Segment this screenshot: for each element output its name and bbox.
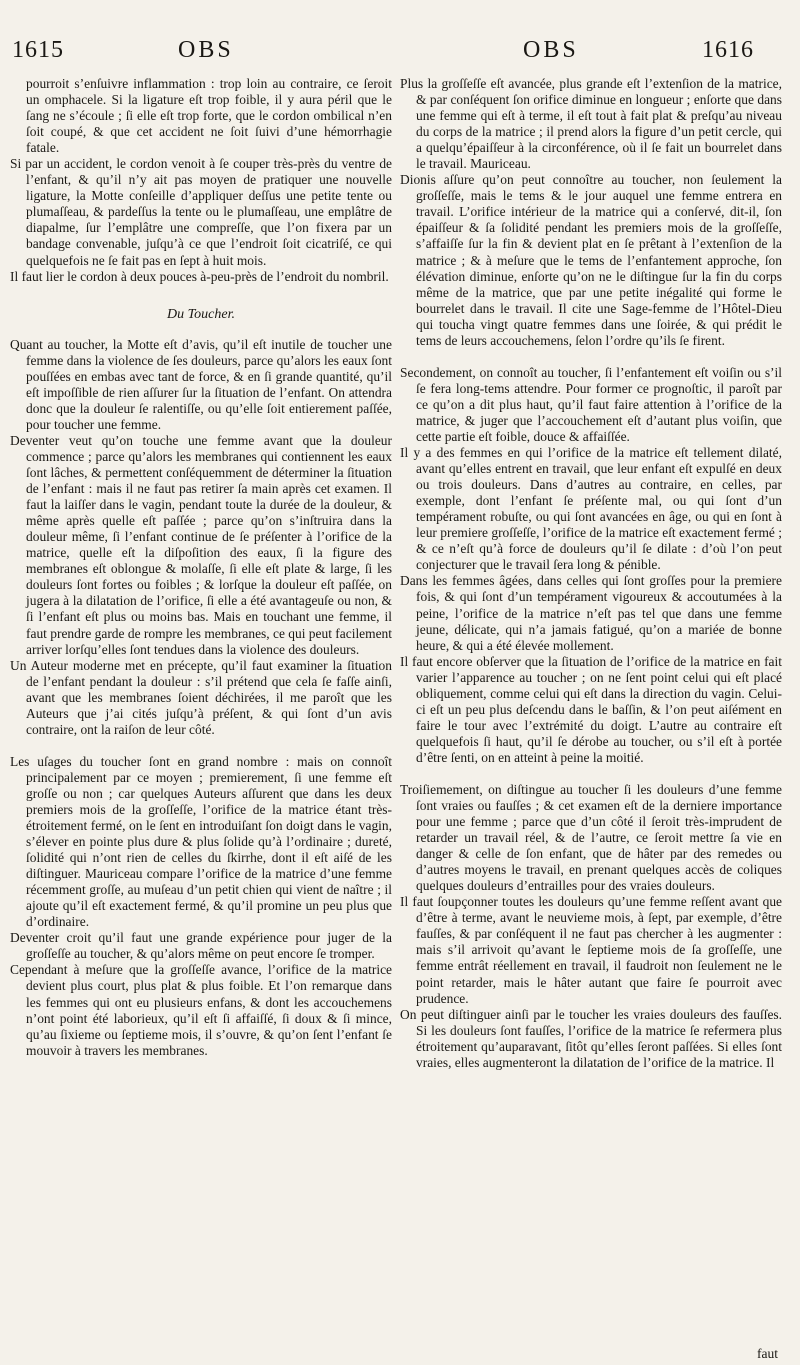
paragraph: Il faut ſoupçonner toutes les douleurs qu’une femme reſſent avant que d’être à terme, avant le neuvieme mois, à ſept, par exemple, d’être fauſſes, & par conſéquent il ne faut pas chercher à les augmenter : mais s’il arrivoit qu’avant le ſeptieme mois de ſa groſſeſſe, une femme entrât réellement en travail, il faudroit non ſeulement ne le point retarder, mais le hâter autant que faire ſe pourroit avec prudence. — [400, 894, 782, 1006]
paragraph: Troiſiemement, on diſtingue au toucher ſi les douleurs d’une femme ſont vraies ou fauſſes ; & cet examen eſt de la derniere importance pour une femme ; parce que d’un côté il ſeroit très-imprudent de retarder un travail réel, & de l’autre, ce ſeroit mettre ſa vie en danger & celle de ſon enfant, que de hâter par des remedes ou d’autres moyens le travail, en prenant quelques accès de coliques quelques douleurs d’entrailles pour des vraies douleurs. — [400, 781, 782, 894]
paragraph: Il faut encore obſerver que la ſituation de l’orifice de la matrice en fait varier l’apparence au toucher ; on ne ſent point celui qui eſt placé obliquement, comme celui qui eſt dans la direction du vagin. Celui-ci eſt un peu plus deſcendu dans le baſſin, & l’on peut aiſément en faire le tour avec l’extrémité du doigt. L’autre au contraire eſt quelquefois ſi haut, qu’il ſe dérobe au toucher, ou s’il eſt à portée d’être ſenti, on en atteint à peine la moitié. — [400, 653, 782, 765]
paragraph: pourroit s’enſuivre inflammation : trop loin au contraire, ce ſeroit un omphacele. Si la ligature eſt trop foible, il y aura péril que le ſang ne s’écoule ; ſi elle eſt trop forte, que le cordon ombilical n’en ſoit coupé, & que cet accident ne ſoit ſuivi d’une hémorrhagie fatale. — [26, 76, 392, 156]
paragraph: On peut diſtinguer ainſi par le toucher les vraies douleurs des fauſſes. Si les douleurs ſont fauſſes, l’orifice de la matrice ſe refermera plus étroitement qu’auparavant, ſitôt qu’elles ſeront paſſées. Si elles ſont vraies, elles augmenteront la dilatation de l’orifice de la matrice. Il — [400, 1006, 782, 1070]
paragraph: Plus la groſſeſſe eſt avancée, plus grande eſt l’extenſion de la matrice, & par conſéquent ſon orifice diminue en longueur ; enſorte que dans une femme qui eſt à terme, il eſt tout à fait plat & preſqu’au niveau du corps de la matrice ; il prend alors la figure d’un petit cercle, qui a quelqu’épaiſſeur à la circonférence, où il ſe fait un bourrelet dans le travail. Mauriceau. — [400, 76, 782, 172]
paragraph: Dionis aſſure qu’on peut connoître au toucher, non ſeulement la groſſeſſe, mais le tems & le jour auquel une femme entrera en travail. L’orifice intérieur de la matrice qui a conſervé, dit-il, ſon épaiſſeur & ſa ſolidité pendant les premiers mois de la groſſeſſe, s’affaiſſe ſur la fin & devient plat en ſe prêtant à l’extenſion de la matrice ; & à meſure que le tems de l’enfantement approche, ſon élévation diminue, enſorte qu’on ne le diſtingue ſur la fin du corps même de la matrice, que par une petite inégalité qui forme le bourrelet dans le travail. Il cite une Sage-femme de l’Hôtel-Dieu qui toucha vingt quatre femmes dans une ſoirée, & qui prédit le tems de leurs accouchemens, ſelon l’ordre qu’ils ſe firent. — [400, 172, 782, 348]
paragraph: Il y a des femmes en qui l’orifice de la matrice eſt tellement dilaté, avant qu’elles entrent en travail, que leur enfant eſt expulſé en deux ou trois douleurs. Dans d’autres au contraire, en celles, par exemple, dont l’enfant ſe préſente mal, ou qui ſont d’un tempérament robuſte, ou qui ſont avancées en âge, ou qui en ſont à leur premiere groſſeſſe, l’orifice de la matrice eſt exactement fermé ; & ce n’eſt qu’à force de douleurs qu’il ſe dilate : d’où l’on peut conjecturer que le travail ſera long & pénible. — [400, 445, 782, 573]
right-column — [400, 76, 782, 1071]
paragraph: Cependant à meſure que la groſſeſſe avance, l’orifice de la matrice devient plus court, plus plat & plus foible. Et l’on remarque dans les femmes qui ont eu plusieurs enfans, & dont les accouchemens n’ont point été laborieux, qu’il eſt ſi affaiſſé, ſi doux & ſi mince, qu’au ſixieme ou ſeptieme mois, il s’ouvre, & qu’on ſent l’enfant ſe mouvoir à travers les membranes. — [10, 962, 392, 1058]
left-page-number: 1615 — [12, 37, 64, 63]
paragraph: Quant au toucher, la Motte eſt d’avis, qu’il eſt inutile de toucher une femme dans la violence de ſes douleurs, parce qu’alors les eaux ſont pouſſées en embas avec tant de force, & en ſi grande quantité, qu’il eſt impoſſible de rien aſſurer ſur la ſituation de l’enfant. On attendra donc que la douleur ſe ralentiſſe, ou qu’elle ſoit entierement paſſée, pour toucher une femme. — [10, 336, 392, 432]
paragraph: Un Auteur moderne met en précepte, qu’il faut examiner la ſituation de l’enfant pendant la douleur : s’il prétend que cela ſe faſſe ainſi, avant que les membranes ſoient déchirées, il me paroît que les Auteurs que j’ai cités juſqu’à préſent, & qui ſont d’un avis contraire, ont la raiſon de leur côté. — [10, 657, 392, 737]
paragraph: Si par un accident, le cordon venoit à ſe couper très-près du ventre de l’enfant, & qu’il n’y ait pas moyen de pratiquer une nouvelle ligature, la Motte conſeille d’appliquer deſſus une petite tente ou plumaſſeau, & pardeſſus la tente ou le plumaſſeau, une emplâtre de diapalme, ſur l’emplâtre une compreſſe, que l’on fixera par un bandage convenable, juſqu’à ce que l’endroit ſoit cicatriſé, ce qui quelquefois ne ſe fait pas en ſept à huit mois. — [10, 156, 392, 268]
right-running-head: OBS — [523, 37, 579, 63]
paragraph: Deventer croit qu’il faut une grande expérience pour juger de la groſſeſſe au toucher, & qu’alors même on peut encore ſe tromper. — [10, 930, 392, 962]
paragraph: Secondement, on connoît au toucher, ſi l’enfantement eſt voiſin ou s’il ſe fera long-tems attendre. Pour former ce prognoſtic, il paroît par ce qu’on a dit plus haut, qu’il faut faire attention à l’orifice de la matrice, & juger que l’accouchement eſt d’autant plus voiſin, que cette partie eſt foible, douce & affaiſſée. — [400, 364, 782, 444]
paragraph: Dans les femmes âgées, dans celles qui ſont groſſes pour la premiere fois, & qui ſont d’un tempérament vigoureux & accoutumées à la peine, l’orifice de la matrice n’eſt pas tel que dans une femme jeune, délicate, qui n’a jamais fatigué, qu’on a mariée de bonne heure, & qui a été élevée mollement. — [400, 573, 782, 653]
section-heading: Du Toucher. — [167, 306, 235, 322]
catchword: faut — [757, 1346, 778, 1361]
paragraph: Il faut lier le cordon à deux pouces à-peu-près de l’endroit du nombril. — [10, 268, 389, 284]
left-running-head: OBS — [178, 37, 234, 63]
right-page-number: 1616 — [702, 37, 754, 63]
paragraph: Les uſages du toucher ſont en grand nombre : mais on connoît principalement par ce moyen ; premierement, ſi une femme eſt groſſe ou non ; car quelques Auteurs aſſurent que dans les deux premiers mois de la groſſeſſe, l’orifice de la matrice étant très-étroitement fermé, on le ſent en introduiſant ſon doigt dans le vagin, s’élever en pointe plus dure & plus ſolide qu’à l’ordinaire ; dureté, ſolidité qui n’ont rien de celles du ſkirrhe, dont il eſt aiſé de les diſtinguer. Mauriceau compare l’orifice de la matrice d’une femme récemment groſſe, au muſeau d’un petit chien qui vient de naître ; il ajoute qu’il eſt exactement fermé, & qu’il promine un peu plus que d’ordinaire. — [10, 753, 392, 930]
left-column — [10, 76, 392, 1059]
paragraph: Deventer veut qu’on touche une femme avant que la douleur commence ; parce qu’alors les membranes qui contiennent les eaux ſont lâches, & permettent conſéquemment de déterminer la ſituation de l’enfant : mais il ne faut pas retirer ſa main après cet examen. Il faut la laiſſer dans le vagin, pendant toute la durée de la douleur, & même après quelle eſt paſſée ; parce qu’on s’inſtruira dans la douleur même, ſi l’enfant continue de ſe préſenter à l’orifice de la matrice, quelle eſt la diſpoſition des eaux, ſi la figure des membranes eſt oblongue & molaſſe, ſi elle eſt plate & large, ſi les douleurs ſont fortes ou foibles ; & lorſque la douleur eſt paſſée, on jugera à la dilatation de l’orifice, ſi elle a été avantageuſe ou non, & ſi l’enfant eſt plus ou moins bas. Mais en touchant une femme, il faut prendre garde de rompre les membranes, ce qui peut facilement arriver lorſqu’elles ſont tendues dans la violence des douleurs. — [10, 432, 393, 657]
